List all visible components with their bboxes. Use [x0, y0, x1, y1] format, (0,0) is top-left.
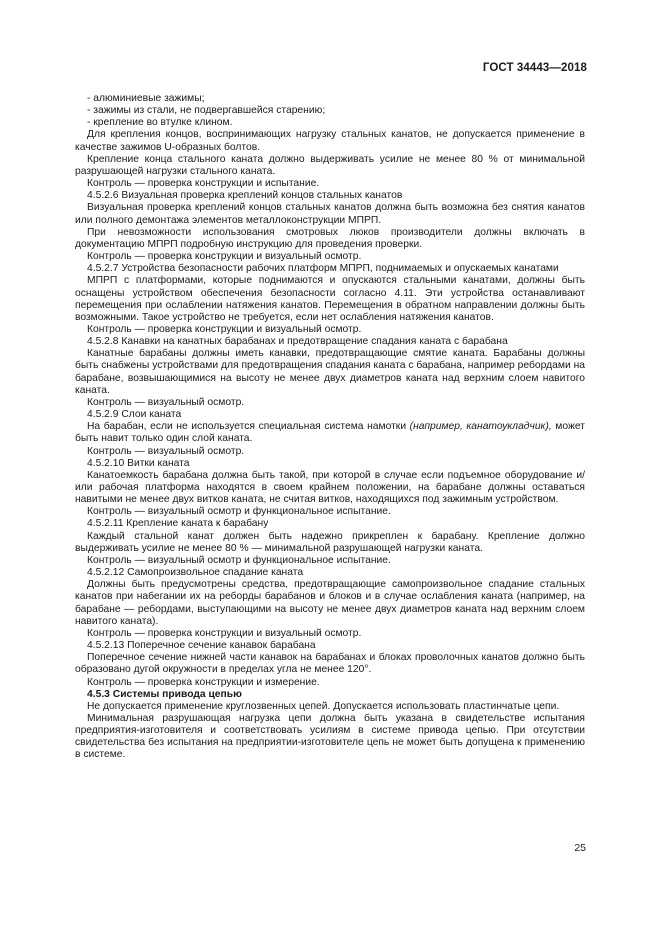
- paragraph: Для крепления концов, воспринимающих нагрузку стальных канатов, не допускается применение в качестве зажимов U-образных болтов.: [75, 129, 585, 153]
- clause-heading: 4.5.2.12 Самопроизвольное спадание каната: [87, 567, 304, 579]
- control-note: Контроль — визуальный осмотр и функциональное испытание.: [87, 506, 391, 518]
- control-note: Контроль — проверка конструкции и измерение.: [87, 676, 320, 688]
- clause-heading: 4.5.2.11 Крепление каната к барабану: [87, 518, 269, 530]
- paragraph: При невозможности использования смотровых люков производители должны включать в документацию МПРП подробную инструкцию для проведения проверки.: [75, 226, 585, 250]
- clause-heading: 4.5.2.13 Поперечное сечение канавок барабана: [87, 640, 316, 652]
- paragraph: Каждый стальной канат должен быть надежно прикреплен к барабану. Крепление должно выдерживать усилие не менее 80 % — минимальной разрушающей нагрузки каната.: [75, 530, 585, 554]
- paragraph: Должны быть предусмотрены средства, предотвращающие самопроизвольное спадание стальных канатов при набегании их на реборды барабанов и блоков и в случае ослабления каната (например, на барабане — ребордами, выступающими на высоту не менее двух диаметров каната над верхним слоем навитого каната).: [75, 579, 585, 627]
- paragraph: Канатоемкость барабана должна быть такой, при которой в случае если подъемное оборудование и/или рабочая платформа находятся в своем крайнем положении, на барабане должны оставаться навитыми не менее двух витков каната, не считая витков, находящихся под зажимным устройством.: [75, 469, 585, 506]
- clause-heading: 4.5.2.9 Слои каната: [87, 409, 182, 421]
- paragraph: Минимальная разрушающая нагрузка цепи должна быть указана в свидетельстве испытания предприятия-изготовителя и соответствовать усилиям в системе привода цепью. При отсутствии свидетельства без испытания на предприятии-изготовителе цепь не может быть допущена к применению в системе.: [75, 712, 585, 761]
- clause-heading: 4.5.2.7 Устройства безопасности рабочих платформ МПРП, поднимаемых и опускаемых канатами: [87, 263, 559, 275]
- list-item: - алюминиевые зажимы;: [87, 93, 205, 104]
- standard-code: ГОСТ 34443—2018: [482, 62, 587, 74]
- clause-heading: 4.5.2.8 Канавки на канатных барабанах и предотвращение спадания каната с барабана: [87, 336, 508, 348]
- page-body: [75, 93, 585, 762]
- control-note: Контроль — визуальный осмотр.: [87, 445, 245, 457]
- control-note: Контроль — проверка конструкции и визуальный осмотр.: [87, 323, 362, 335]
- paragraph: Не допускается применение круглозвенных цепей. Допускается использовать пластинчатые цепи.: [87, 700, 560, 712]
- paragraph: [75, 421, 585, 445]
- paragraph-text: может быть навит только один слой каната.: [75, 421, 585, 445]
- paragraph: Крепление конца стального каната должно выдерживать усилие не менее 80 % от минимальной разрушающей нагрузки стального каната.: [75, 153, 585, 177]
- control-note: Контроль — визуальный осмотр.: [87, 396, 245, 408]
- page-number: 25: [574, 842, 586, 854]
- control-note: Контроль — проверка конструкции и визуальный осмотр.: [87, 627, 362, 639]
- paragraph: Визуальная проверка креплений концов стальных канатов должна быть возможна без снятия канатов или полного демонтажа элементов металлоконструкции МПРП.: [75, 202, 585, 226]
- clause-heading: 4.5.2.10 Витки каната: [87, 457, 190, 469]
- paragraph: Канатные барабаны должны иметь канавки, предотвращающие смятие каната. Барабаны должны быть снабжены устройствами для предотвращения спадания каната с барабана, например ребордами на барабане, возвышающимися на высоту не менее двух диаметров каната над верхним слоем навитого каната.: [75, 348, 585, 396]
- paragraph: МПРП с платформами, которые поднимаются и опускаются стальными канатами, должны быть оснащены устройством обеспечения безопасности согласно 4.11. Эти устройства останавливают перемещения при ослаблении натяжения канатов. Перемещения в обратном направлении должны быть возможными. Такое устройство не требуется, если нет ослабления натяжения канатов.: [75, 275, 585, 323]
- control-note: Контроль — проверка конструкции и испытание.: [87, 178, 320, 190]
- paragraph-text: На барабан, если не используется специальная система намотки: [87, 421, 407, 433]
- clause-heading: 4.5.2.6 Визуальная проверка креплений концов стальных канатов: [87, 190, 403, 202]
- section-heading: 4.5.3 Системы привода цепью: [87, 688, 242, 700]
- paragraph: Поперечное сечение нижней части канавок на барабанах и блоках проволочных канатов должно быть образовано дугой окружности в пределах угла не менее 120°.: [75, 652, 585, 676]
- control-note: Контроль — визуальный осмотр и функциональное испытание.: [87, 554, 391, 566]
- list-item: - зажимы из стали, не подвергавшейся старению;: [87, 105, 326, 117]
- list-item: - крепление во втулке клином.: [87, 117, 233, 129]
- control-note: Контроль — проверка конструкции и визуальный осмотр.: [87, 251, 362, 263]
- paragraph-italic-text: (например, канатоукладчик),: [409, 421, 552, 433]
